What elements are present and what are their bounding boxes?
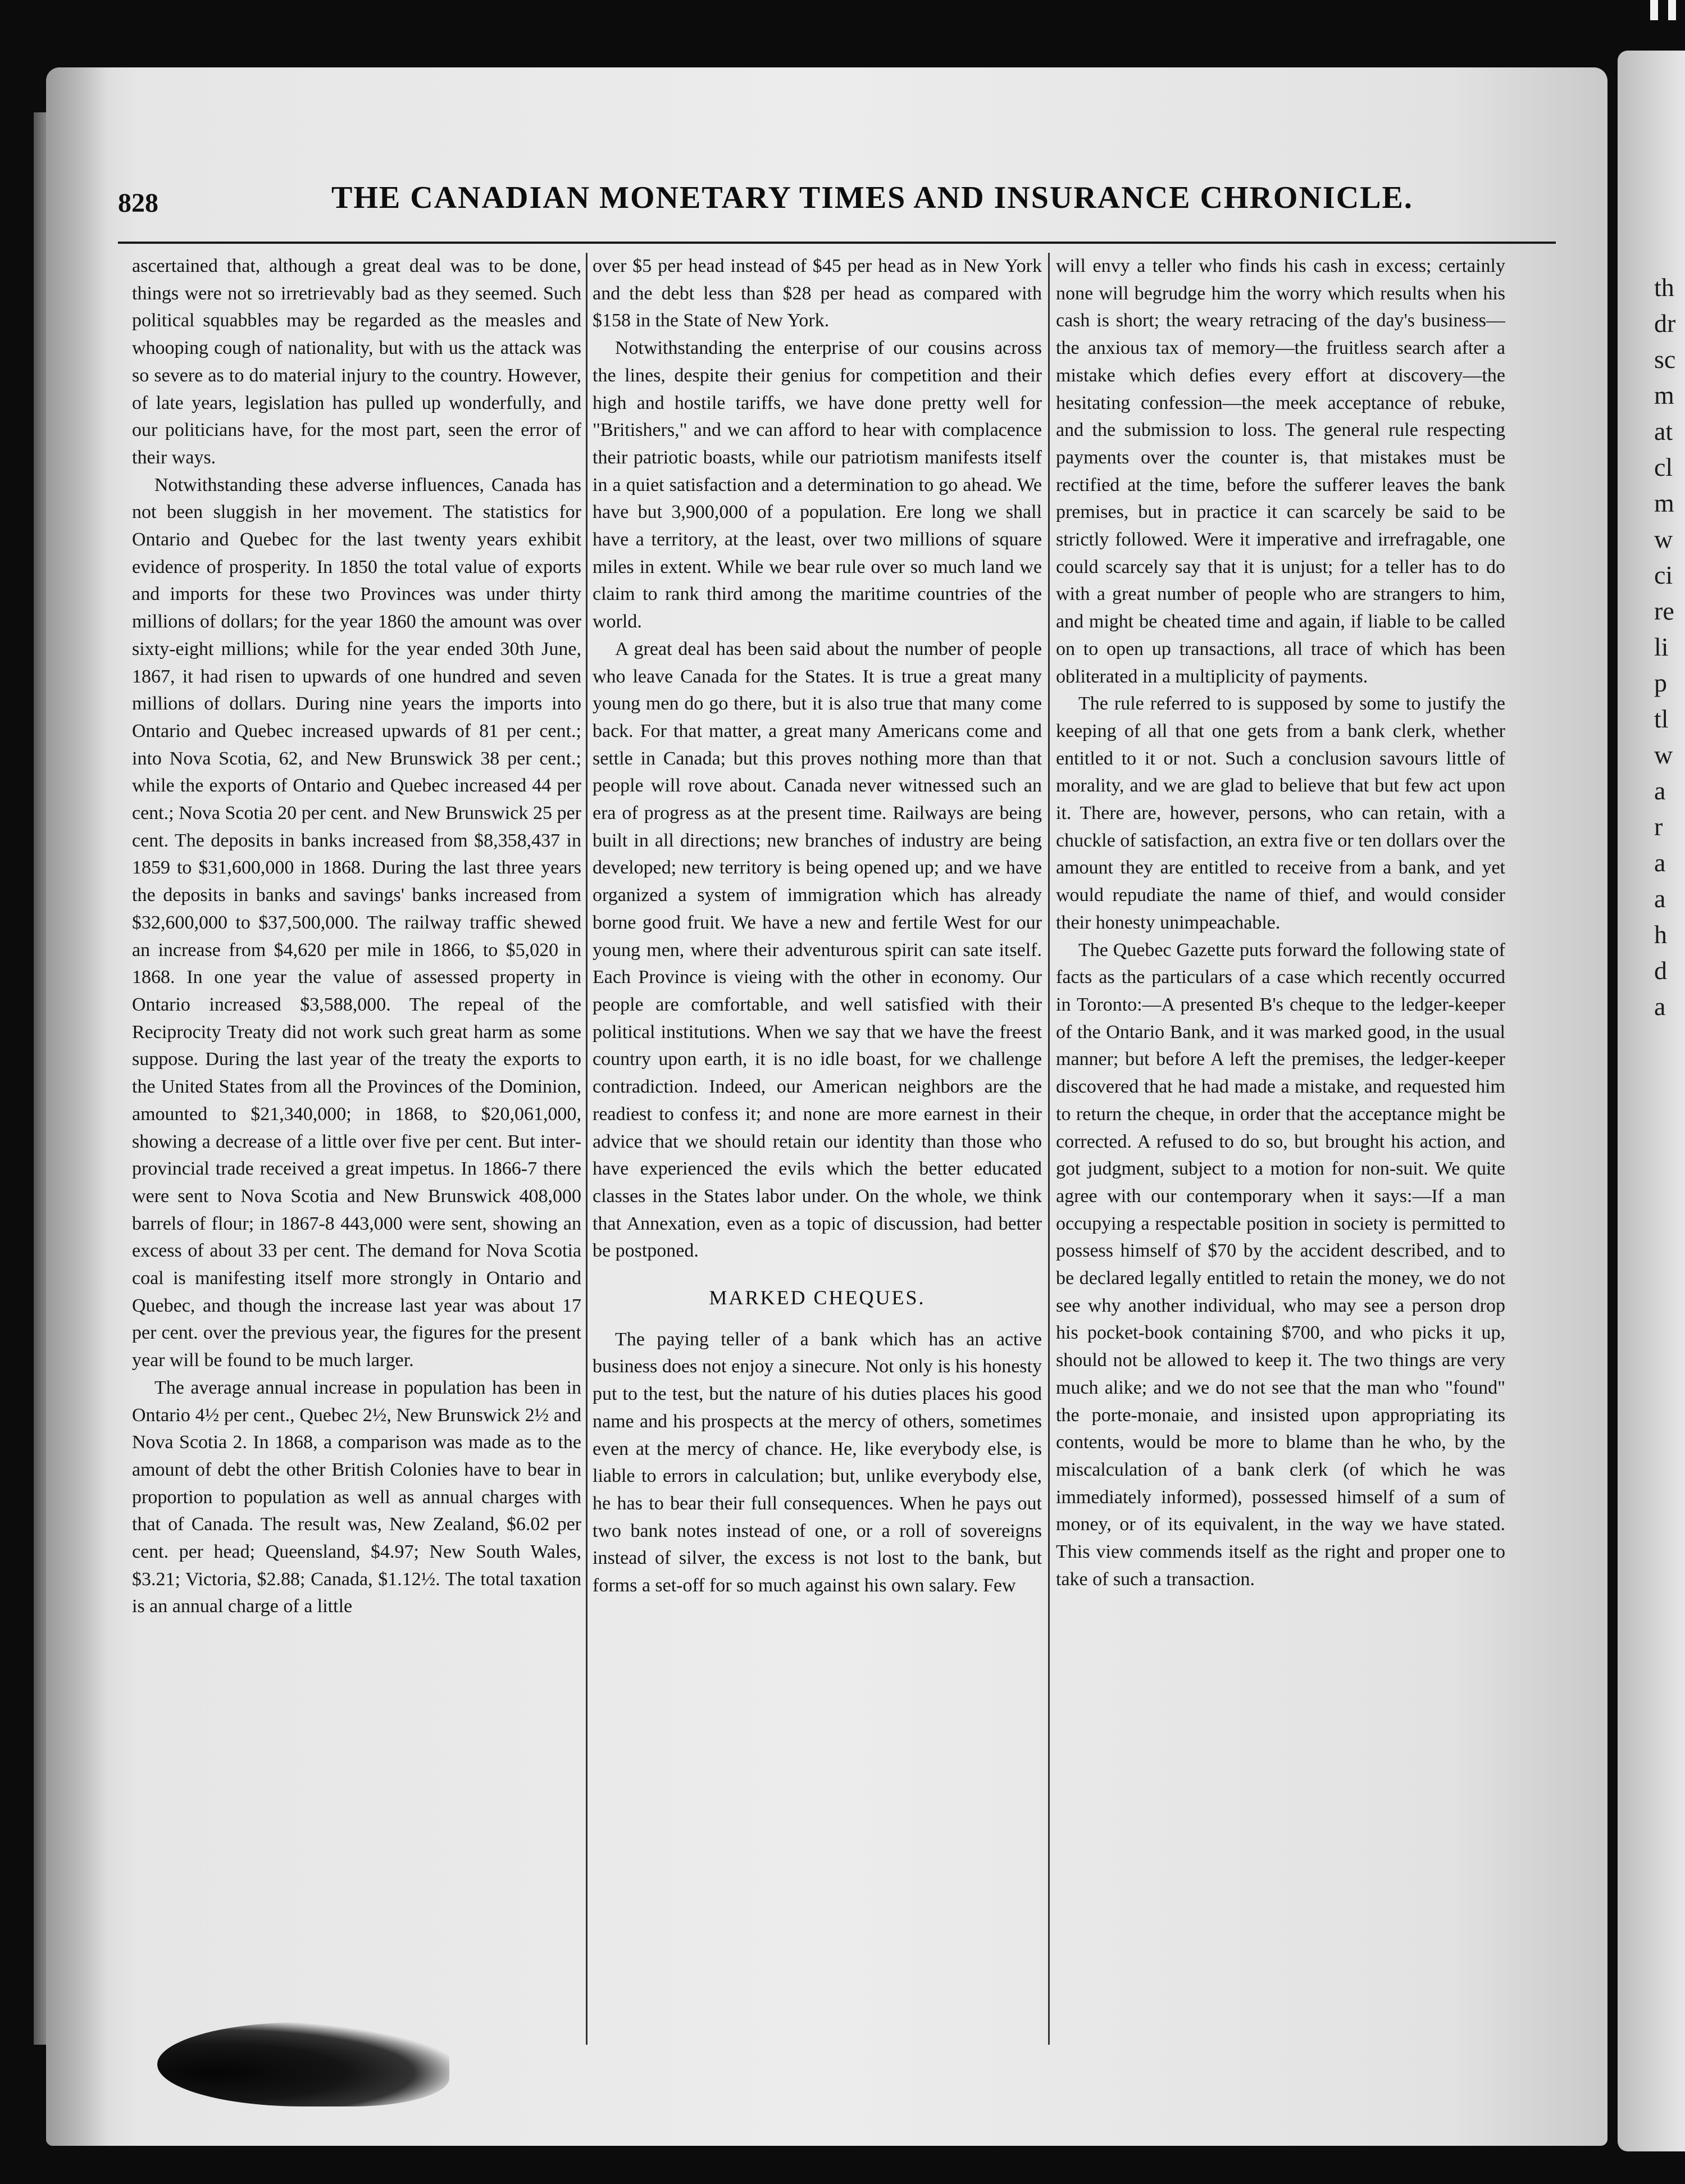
fragment: tl bbox=[1654, 704, 1669, 733]
fragment: m bbox=[1654, 381, 1674, 410]
film-mark bbox=[1650, 0, 1658, 20]
paragraph: Notwithstanding the enterprise of our cousins across the lines, despite their genius for competition and their high and hostile tariffs, we have done pretty well for "Britishers," and we can afford to hear with complacence their patriotic boasts, while our patriotism manifests itself in a quiet satisfaction and a determination to go ahead. We have but 3,900,000 of a population. Ere long we shall have a territory, at the least, over two millions of square miles in extent. While we bear rule over so much land we claim to rank third among the maritime countries of the world. bbox=[593, 338, 1042, 633]
fragment: li bbox=[1654, 633, 1669, 661]
fragment: m bbox=[1654, 489, 1674, 517]
paragraph: The average annual increase in population has been in Ontario 4½ per cent., Quebec 2½, New Brunswick 2½ and Nova Scotia 2. In 1868, a comparison was made as to the amount of debt the other British Colonies have to bear in proportion to population as well as annual charges with that of Canada. The result was, New Zealand, $6.02 per cent. per head; Queensland, $4.97; New South Wales, $3.21; Victoria, $2.88; Canada, $1.12½. The total taxation is an annual charge of a little bbox=[132, 1377, 581, 1617]
paragraph: The rule referred to is supposed by some to justify the keeping of all that one gets from a bank clerk, whether entitled to it or not. Such a conclusion savours little of morality, and we are glad to believe that but few act upon it. There are, however, persons, who can retain, with a chuckle of satisfaction, an extra five or ten dollars over the amount they are entitled to receive from a bank, and yet would repudiate the name of thief, and would consider their honesty unimpeachable. bbox=[1056, 693, 1505, 933]
fragment: w bbox=[1654, 525, 1673, 553]
page-number: 828 bbox=[118, 188, 158, 218]
fragment: a bbox=[1654, 776, 1666, 805]
paragraph: The Quebec Gazette puts forward the following state of facts as the particulars of a case which recently occurred in Toronto:—A presented B's cheque to the ledger-keeper of the Ontario Bank, and it was marked good, in the usual manner; but before A left the premises, the ledger-keeper discovered that he had made a mistake, and requested him to return the cheque, in order that the acceptance might be corrected. A refused to do so, but brought his action, and got judgment, subject to a motion for non-suit. We quite agree with our contemporary when it says:—If a man occupying a respectable position in society is permitted to possess himself of $70 by the accident described, and to be declared legally entitled to retain the money, we do not see why another individual, who may see a person drop his pocket-book containing $700, and who picks it up, should not be allowed to keep it. The two things are very much alike; and we do not see that the man who "found" the porte-monaie, and insisted upon appropriating its contents, would be more to blame than he who, by the miscalculation of a bank clerk (of which he was immediately informed), possessed himself of a sum of money, or of its equivalent, in the way we have stated. This view commends itself as the right and proper one to take of such a transaction. bbox=[1056, 939, 1505, 1590]
text-column-1 bbox=[132, 253, 581, 2045]
fragment: r bbox=[1654, 812, 1663, 841]
fragment: re bbox=[1654, 597, 1674, 625]
fragment: a bbox=[1654, 992, 1666, 1021]
page-header bbox=[118, 180, 1550, 225]
fragment: cl bbox=[1654, 453, 1673, 481]
fragment: h bbox=[1654, 920, 1667, 949]
header-rule bbox=[118, 242, 1556, 244]
fragment: th bbox=[1654, 273, 1674, 302]
section-heading: MARKED CHEQUES. bbox=[709, 1286, 926, 1309]
film-mark bbox=[1668, 0, 1676, 20]
paragraph: Notwithstanding these adverse influences, Canada has not been sluggish in her movement. The statistics for Ontario and Quebec for the last twenty years exhibit evidence of prosperity. In 1850 the total value of exports and imports for these two Provinces was under thirty millions of dollars; for the year 1860 the amount was over sixty-eight millions; while for the year ended 30th June, 1867, it had risen to upwards of one hundred and seven millions of dollars. During nine years the imports into Ontario and Quebec increased upwards of 81 per cent.; into Nova Scotia, 62, and New Brunswick 38 per cent.; while the exports of Ontario and Quebec increased 44 per cent.; Nova Scotia 20 per cent. and New Brunswick 25 per cent. The deposits in banks increased from $8,358,437 in 1859 to $31,600,000 in 1868. During the last three years the deposits in banks and savings' banks increased from $32,600,000 to $37,500,000. The railway traffic shewed an increase from $4,620 per mile in 1866, to $5,020 in 1868. In one year the value of assessed property in Ontario increased $3,588,000. The repeal of the Reciprocity Treaty did not work such great harm as some suppose. During the last year of the treaty the exports to the United States from all the Provinces of the Dominion, amounted to $21,340,000; in 1868, to $20,061,000, showing a decrease of a little over five per cent. But inter-provincial trade received a great impetus. In 1866-7 there were sent to Nova Scotia and New Brunswick 408,000 barrels of flour; in 1867-8 443,000 were sent, showing an excess of about 33 per cent. The demand for Nova Scotia coal is manifesting itself more strongly in Ontario and Quebec, and though the increase last year was about 17 per cent. over the previous year, the figures for the present year will be found to be much larger. bbox=[132, 474, 581, 1371]
fragment: at bbox=[1654, 417, 1673, 445]
fragment: sc bbox=[1654, 345, 1676, 374]
fragment: ci bbox=[1654, 561, 1673, 589]
gutter-shadow bbox=[46, 67, 108, 2146]
fragment: w bbox=[1654, 740, 1673, 769]
fragment: dr bbox=[1654, 309, 1676, 338]
paragraph: over $5 per head instead of $45 per head as in New York and the debt less than $28 per head as compared with $158 in the State of New York. bbox=[593, 256, 1042, 331]
paragraph: will envy a teller who finds his cash in excess; certainly none will begrudge him the worry which results when his cash is short; the weary retracing of the day's business—the anxious tax of memory—the fruitless search after a mistake which defies every effort at discovery—the hesitating confession—the meek acceptance of rebuke, and the submission to loss. The general rule respecting payments over the counter is, that mistakes must be rectified at the time, before the sufferer leaves the bank premises, but in practice it can scarcely be said to be strictly followed. Were it imperative and irrefragable, one could scarcely say that it is unjust; for a teller has to do with a great number of people who are strangers to him, and might be cheated time and again, if liable to be called on to open up transactions, all trace of which has been obliterated in a multiplicity of payments. bbox=[1056, 256, 1505, 687]
fragment: a bbox=[1654, 848, 1666, 877]
text-column-3 bbox=[1056, 253, 1505, 2045]
paragraph: The paying teller of a bank which has an active business does not enjoy a sinecure. Not only is his honesty put to the test, but the nature of his duties places his good name and his prospects at the mercy of others, sometimes even at the mercy of chance. He, like everybody else, is liable to errors in calculation; but, unlike everybody else, he has to bear their full consequences. When he pays out two bank notes instead of one, or a roll of sovereigns instead of silver, the excess is not lost to the bank, but forms a set-off for so much against his own salary. Few bbox=[593, 1328, 1042, 1596]
paragraph: A great deal has been said about the number of people who leave Canada for the States. It is true a great many young men do go there, but it is also true that many come back. For that matter, a great many Americans come and settle in Canada; but this proves nothing more than that people will rove about. Canada never witnessed such an era of progress as at the present time. Railways are being built in all directions; new branches of industry are being developed; new territory is being opened up; and we have organized a system of immigration which has already borne good fruit. We have a new and fertile West for our young men, where their adventurous spirit can sate itself. Each Province is vieing with the other in economy. Our people are comfortable, and well satisfied with their political institutions. When we say that we have the freest country upon earth, it is no idle boast, for we challenge contradiction. Indeed, our American neighbors are the readiest to confess it; and none are more earnest in their advice that we should retain our identity than those who have experienced the evils which the better educated classes in the States labor under. On the whole, we think that Annexation, even as a topic of discussion, had better be postponed. bbox=[593, 638, 1042, 1262]
fragment: d bbox=[1654, 956, 1667, 985]
paragraph: ascertained that, although a great deal was to be done, things were not so irretrievably bad as they seemed. Such political squabbles may be regarded as the measles and whooping cough of nationality, but with us the attack was so severe as to do material injury to the country. However, of late years, legislation has pulled up wonderfully, and our politicians have, for the most part, seen the error of their ways. bbox=[132, 256, 581, 468]
next-page-text-fragments bbox=[1654, 270, 1685, 1025]
fragment: p bbox=[1654, 668, 1667, 697]
column-divider bbox=[1048, 253, 1050, 2045]
fragment: a bbox=[1654, 884, 1666, 913]
running-title: THE CANADIAN MONETARY TIMES AND INSURANCE CHRONICLE. bbox=[331, 180, 1413, 215]
film-frame-edge bbox=[1646, 0, 1685, 22]
scanner-thumb-shadow bbox=[157, 2022, 449, 2106]
column-divider bbox=[586, 253, 588, 2045]
text-column-2 bbox=[593, 253, 1042, 2045]
